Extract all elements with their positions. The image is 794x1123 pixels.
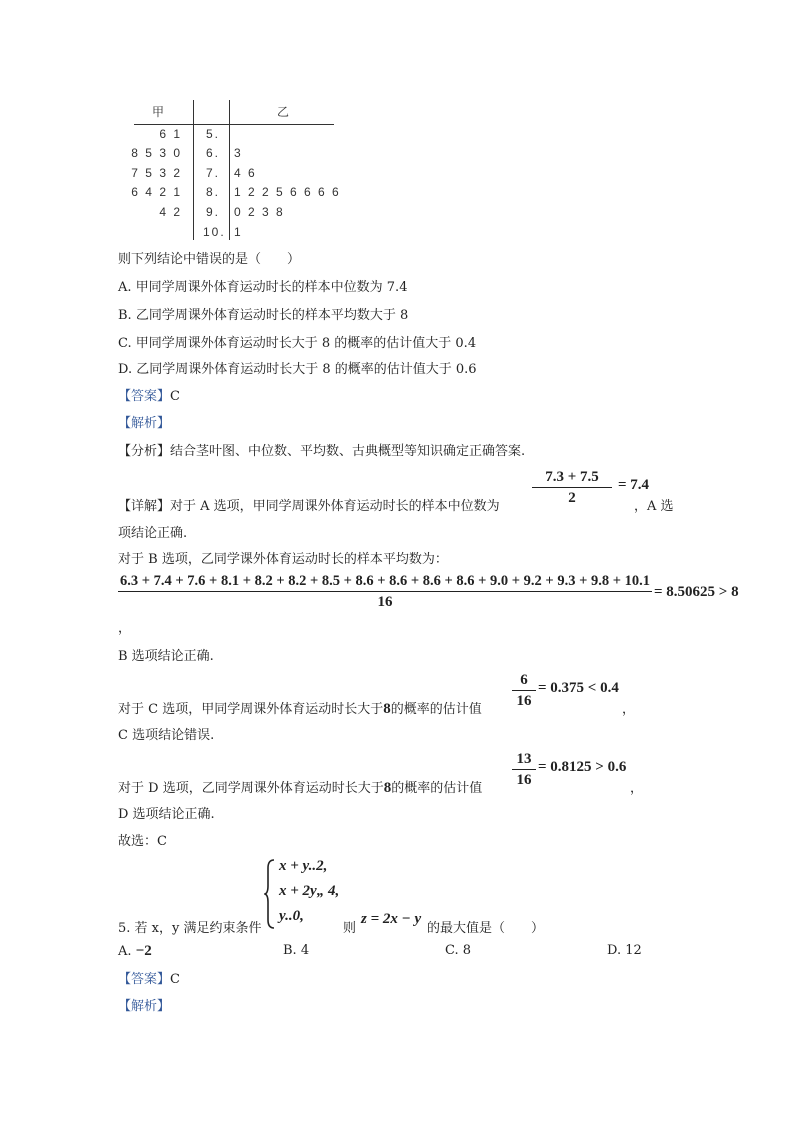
- b-result: = 8.50625 > 8: [654, 584, 739, 600]
- q4-option-d: D. 乙同学周课外体育运动时长大于 8 的概率的估计值大于 0.6: [118, 362, 477, 377]
- a-denominator: 2: [568, 490, 576, 506]
- analysis-tag: 【解析】: [118, 416, 171, 431]
- d-detail-line: [118, 777, 482, 797]
- a-tail: ，A 选: [634, 499, 674, 514]
- fenxi-line: [118, 440, 525, 459]
- left-vertical-line: [193, 100, 194, 240]
- row-left-9: 4 2: [159, 205, 182, 219]
- right-vertical-line: [229, 100, 230, 240]
- d-comma: ，: [630, 781, 644, 796]
- answer-value: C: [170, 389, 180, 404]
- row-right-8: 1 2 2 5 6 6 6 6: [234, 185, 341, 199]
- q5-option-a-label: A.: [118, 944, 132, 959]
- header-divider: [134, 124, 334, 125]
- xiangjie-tag: 【详解】: [118, 499, 171, 514]
- c-detail-text: 对于 C 选项，甲同学周课外体育运动时长大于: [118, 702, 384, 717]
- q5-prompt-post: 的最大值是（ ）: [427, 921, 545, 936]
- header-jia: 甲: [152, 105, 165, 119]
- a-fraction-bar: [532, 487, 612, 488]
- d-conclusion: D 选项结论正确.: [118, 807, 215, 822]
- q4-prompt: 则下列结论中错误的是（ ）: [118, 252, 301, 267]
- q5-analysis-tag: 【解析】: [118, 999, 171, 1014]
- q5-answer-line: [118, 968, 180, 987]
- d-detail-text: 对于 D 选项，乙同学周课外体育运动时长大于: [118, 781, 384, 796]
- row-left-8: 6 4 2 1: [131, 185, 182, 199]
- q5-option-d: [607, 943, 642, 958]
- constraint-3: y..0,: [279, 908, 304, 924]
- d-eight: 8: [383, 780, 392, 796]
- q5-option-b: [283, 943, 309, 958]
- q5-option-b-value: 4: [300, 943, 310, 958]
- q5-option-b-label: B.: [283, 943, 297, 958]
- a-numerator: 7.3 + 7.5: [545, 469, 599, 485]
- a-result: = 7.4: [618, 477, 650, 493]
- c-comma: ，: [622, 702, 636, 717]
- a-fraction: [532, 468, 612, 507]
- q4-option-c: C. 甲同学周课外体育运动时长大于 8 的概率的估计值大于 0.4: [118, 336, 477, 351]
- q5-option-a: [118, 943, 152, 960]
- row-stem-6: 6.: [206, 146, 221, 160]
- c-fraction: [512, 671, 536, 710]
- q5-option-d-value: 12: [625, 943, 642, 958]
- c-detail-text2: 的概率的估计值: [390, 702, 482, 717]
- b-detail-text: 对于 B 选项，乙同学课外体育运动时长的样本平均数为：: [118, 552, 448, 567]
- row-right-7: 4 6: [234, 166, 257, 180]
- b-comma: ，: [118, 621, 132, 636]
- row-stem-5: 5.: [206, 127, 221, 141]
- row-left-5: 6 1: [159, 127, 182, 141]
- d-fraction: [512, 750, 536, 789]
- q5-option-c-value: 8: [462, 943, 472, 958]
- row-left-7: 7 5 3 2: [131, 166, 182, 180]
- row-right-10: 1: [234, 225, 243, 239]
- final-choice: 故选：C: [118, 834, 167, 849]
- q4-option-a: A. 甲同学周课外体育运动时长的样本中位数为 7.4: [118, 280, 408, 295]
- c-detail-line: [118, 698, 482, 718]
- a-detail-line: [118, 495, 500, 514]
- d-numerator: 13: [516, 751, 532, 767]
- row-left-6: 8 5 3 0: [131, 146, 182, 160]
- q5-answer-tag: 【答案】: [118, 972, 171, 987]
- brace-icon: [264, 858, 276, 930]
- a-detail-text: 对于 A 选项，甲同学周课外体育运动时长的样本中位数为: [170, 499, 500, 514]
- answer-tag: 【答案】: [118, 389, 171, 404]
- a-line2: 项结论正确.: [118, 526, 188, 541]
- q5-option-c: [445, 943, 471, 958]
- b-fraction: [118, 572, 652, 611]
- fenxi-text: 结合茎叶图、中位数、平均数、古典概型等知识确定正确答案.: [170, 444, 526, 459]
- q5-option-a-value: −2: [135, 943, 152, 959]
- b-fraction-bar: [118, 591, 652, 592]
- q5-prompt-pre: 5. 若 x，y 满足约束条件: [118, 921, 262, 936]
- q5-prompt-mid: 则: [343, 921, 357, 936]
- b-denominator: 16: [377, 594, 393, 610]
- c-fraction-bar: [512, 690, 536, 691]
- row-stem-9: 9.: [206, 205, 221, 219]
- q4-answer-line: [118, 385, 180, 404]
- b-numerator: 6.3 + 7.4 + 7.6 + 8.1 + 8.2 + 8.2 + 8.5 + 8.6 + 8.6 + 8.6 + 8.6 + 9.0 + 9.2 + 9.3 + 9.8 + 10.1: [120, 573, 650, 589]
- q5-option-c-label: C.: [445, 943, 459, 958]
- row-stem-8: 8.: [206, 185, 221, 199]
- row-stem-10: 10.: [203, 225, 226, 239]
- c-numerator: 6: [520, 672, 528, 688]
- q4-option-b: B. 乙同学周课外体育运动时长的样本平均数大于 8: [118, 308, 409, 323]
- d-fraction-bar: [512, 769, 536, 770]
- constraint-2: x + 2y„ 4,: [279, 883, 340, 899]
- fenxi-tag: 【分析】: [118, 444, 171, 459]
- q5-objective: z = 2x − y: [361, 911, 422, 927]
- d-denominator: 16: [516, 772, 532, 788]
- c-denominator: 16: [516, 693, 532, 709]
- row-right-9: 0 2 3 8: [234, 205, 285, 219]
- d-detail-text2: 的概率的估计值: [391, 781, 483, 796]
- row-stem-7: 7.: [206, 166, 221, 180]
- q5-option-d-label: D.: [607, 943, 622, 958]
- c-result: = 0.375 < 0.4: [538, 680, 619, 696]
- constraint-1: x + y..2,: [279, 858, 328, 874]
- d-result: = 0.8125 > 0.6: [538, 759, 627, 775]
- c-conclusion: C 选项结论错误.: [118, 728, 215, 743]
- row-right-6: 3: [234, 146, 243, 160]
- header-yi: 乙: [277, 105, 290, 119]
- q5-answer-value: C: [170, 972, 180, 987]
- c-eight: 8: [383, 701, 391, 717]
- b-conclusion: B 选项结论正确.: [118, 649, 214, 664]
